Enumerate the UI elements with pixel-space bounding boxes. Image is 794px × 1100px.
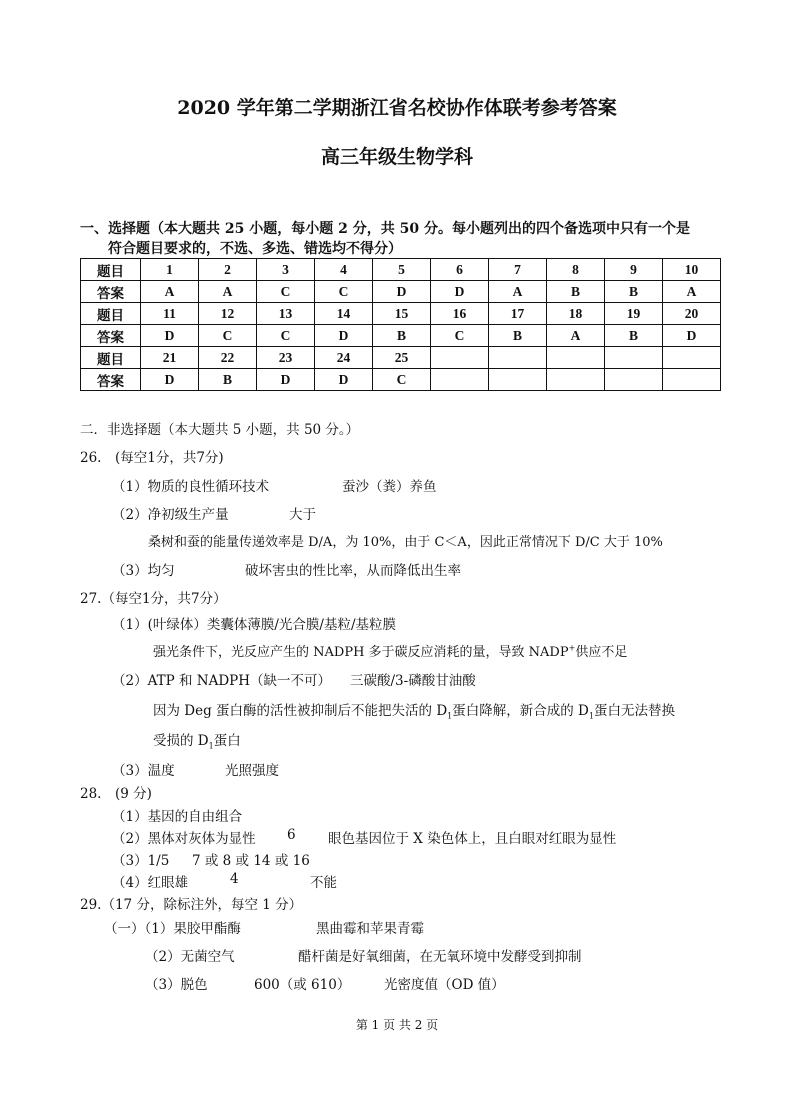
table-cell: A [663,281,721,303]
table-cell: B [605,281,663,303]
table-cell: D [315,325,373,347]
table-cell: 12 [199,303,257,325]
table-cell: A [199,281,257,303]
page-title: 2020 学年第二学期浙江省名校协作体联考参考答案 [177,97,617,119]
table-cell: 25 [373,347,431,369]
q28-heading: 28. (9 分) [80,786,152,802]
table-cell: 14 [315,303,373,325]
table-cell: C [373,369,431,391]
table-row [81,303,721,325]
table-cell: D [257,369,315,391]
table-cell: 20 [663,303,721,325]
q29-answer-1b: 黑曲霉和苹果青霉 [316,921,424,937]
table-cell: 16 [431,303,489,325]
table-cell: C [199,325,257,347]
table-cell [605,369,663,391]
q29-answer-2: （2）无菌空气 [145,949,235,965]
q28-answer-1: （1）基因的自由组合 [112,809,243,825]
q29-answer-3: （3）脱色 [145,977,208,993]
page-footer: 第 1 页 共 2 页 [355,1018,439,1032]
table-cell: 6 [431,259,489,281]
table-cell: 11 [141,303,199,325]
table-cell: C [257,281,315,303]
table-cell: B [547,281,605,303]
q28-answer-2: （2）黑体对灰体为显性 [112,831,256,847]
q28-answer-4b: 4 [230,871,239,887]
table-row [81,347,721,369]
section1-heading: 一、选择题（本大题共 25 小题，每小题 2 分，共 50 分。每小题列出的四个备选项中只有一个是 [80,221,690,237]
q29-answer-2b: 醋杆菌是好氧细菌，在无氧环境中发酵受到抑制 [298,949,582,965]
table-cell: A [547,325,605,347]
table-row-header: 答案 [81,325,141,347]
table-cell [431,369,489,391]
table-cell: 24 [315,347,373,369]
table-cell: 21 [141,347,199,369]
q29-heading: 29.（17 分，除标注外，每空 1 分） [80,897,303,913]
q26-heading: 26. (每空1分，共7分) [80,450,224,466]
table-cell: 15 [373,303,431,325]
q28-answer-2b: 6 [287,827,296,843]
table-cell: 13 [257,303,315,325]
table-cell: A [141,281,199,303]
q27-answer-3b: 光照强度 [225,763,279,779]
table-cell: C [315,281,373,303]
table-row [81,259,721,281]
table-cell: D [141,369,199,391]
table-cell [431,347,489,369]
table-cell: 4 [315,259,373,281]
table-row [81,325,721,347]
answer-table [80,258,721,391]
q27-answer-2d: 受损的 $D_1$蛋白 [153,733,241,751]
table-cell: D [141,325,199,347]
table-row [81,369,721,391]
table-cell: 10 [663,259,721,281]
q26-answer-3: （3）均匀 [112,563,175,579]
table-cell: A [489,281,547,303]
table-cell: B [199,369,257,391]
table-cell: C [257,325,315,347]
q26-answer-2: （2）净初级生产量 [112,507,229,523]
table-cell: 3 [257,259,315,281]
section2-heading: 二．非选择题（本大题共 5 小题，共 50 分。） [80,422,360,438]
table-cell [489,369,547,391]
q28-answer-3b: 7 或 8 或 14 或 16 [192,853,310,869]
q26-answer-2b: 大于 [289,507,316,523]
q28-answer-3: （3）1/5 [112,853,170,869]
table-cell: 9 [605,259,663,281]
table-cell [547,347,605,369]
table-cell: 22 [199,347,257,369]
table-cell: C [431,325,489,347]
table-cell: D [315,369,373,391]
table-cell: 5 [373,259,431,281]
q28-answer-4: （4）红眼雄 [112,875,189,891]
q29-answer-1: （一）（1）果胶甲酯酶 [104,921,241,937]
q28-answer-2c: 眼色基因位于 X 染色体上，且白眼对红眼为显性 [328,831,617,847]
q27-answer-2b: 三碳酸/3-磷酸甘油酸 [350,673,476,689]
table-cell: 19 [605,303,663,325]
table-cell: D [373,281,431,303]
q27-heading: 27.（每空1分，共7分） [80,591,227,607]
q26-answer-3b: 破坏害虫的性比率，从而降低出生率 [245,563,461,579]
table-row-header: 答案 [81,281,141,303]
q26-answer-1: （1）物质的良性循环技术 [112,479,270,495]
q27-answer-3: （3）温度 [112,763,175,779]
table-cell: B [605,325,663,347]
q29-answer-3b: 600（或 610） [254,977,351,993]
q26-answer-2c: 桑树和蚕的能量传递效率是 D/A，为 10%，由于 C＜A，因此正常情况下 D/C 大于 10% [148,535,663,550]
table-cell: B [373,325,431,347]
table-cell: 8 [547,259,605,281]
table-cell: 7 [489,259,547,281]
table-row-header: 题目 [81,347,141,369]
q29-answer-3c: 光密度值（OD 值） [384,977,505,993]
section1-heading-cont: 符合题目要求的，不选、多选、错选均不得分） [108,241,402,257]
q27-answer-2: （2）ATP 和 NADPH（缺一不可） [112,673,332,689]
table-cell: D [431,281,489,303]
table-cell: 23 [257,347,315,369]
table-cell: 17 [489,303,547,325]
table-cell [605,347,663,369]
q27-answer-2c: 因为 Deg 蛋白酶的活性被抑制后不能把失活的 $D_1$蛋白降解，新合成的 $D_1$蛋白无法替换 [153,703,675,721]
table-row [81,281,721,303]
page-subtitle: 高三年级生物学科 [320,146,473,168]
q28-answer-4c: 不能 [310,875,337,891]
table-cell: 18 [547,303,605,325]
table-cell [489,347,547,369]
table-cell [663,347,721,369]
q27-answer-1b: 强光条件下，光反应产生的 NADPH 多于碳反应消耗的量，导致 NADP+供应不足 [153,643,628,660]
table-cell: 1 [141,259,199,281]
table-row-header: 答案 [81,369,141,391]
q27-answer-1: （1）(叶绿体）类囊体薄膜/光合膜/基粒/基粒膜 [112,617,397,633]
q26-answer-1b: 蚕沙（粪）养鱼 [342,479,437,495]
table-cell: B [489,325,547,347]
table-cell [547,369,605,391]
table-row-header: 题目 [81,303,141,325]
table-cell: D [663,325,721,347]
table-cell: 2 [199,259,257,281]
table-row-header: 题目 [81,259,141,281]
table-cell [663,369,721,391]
